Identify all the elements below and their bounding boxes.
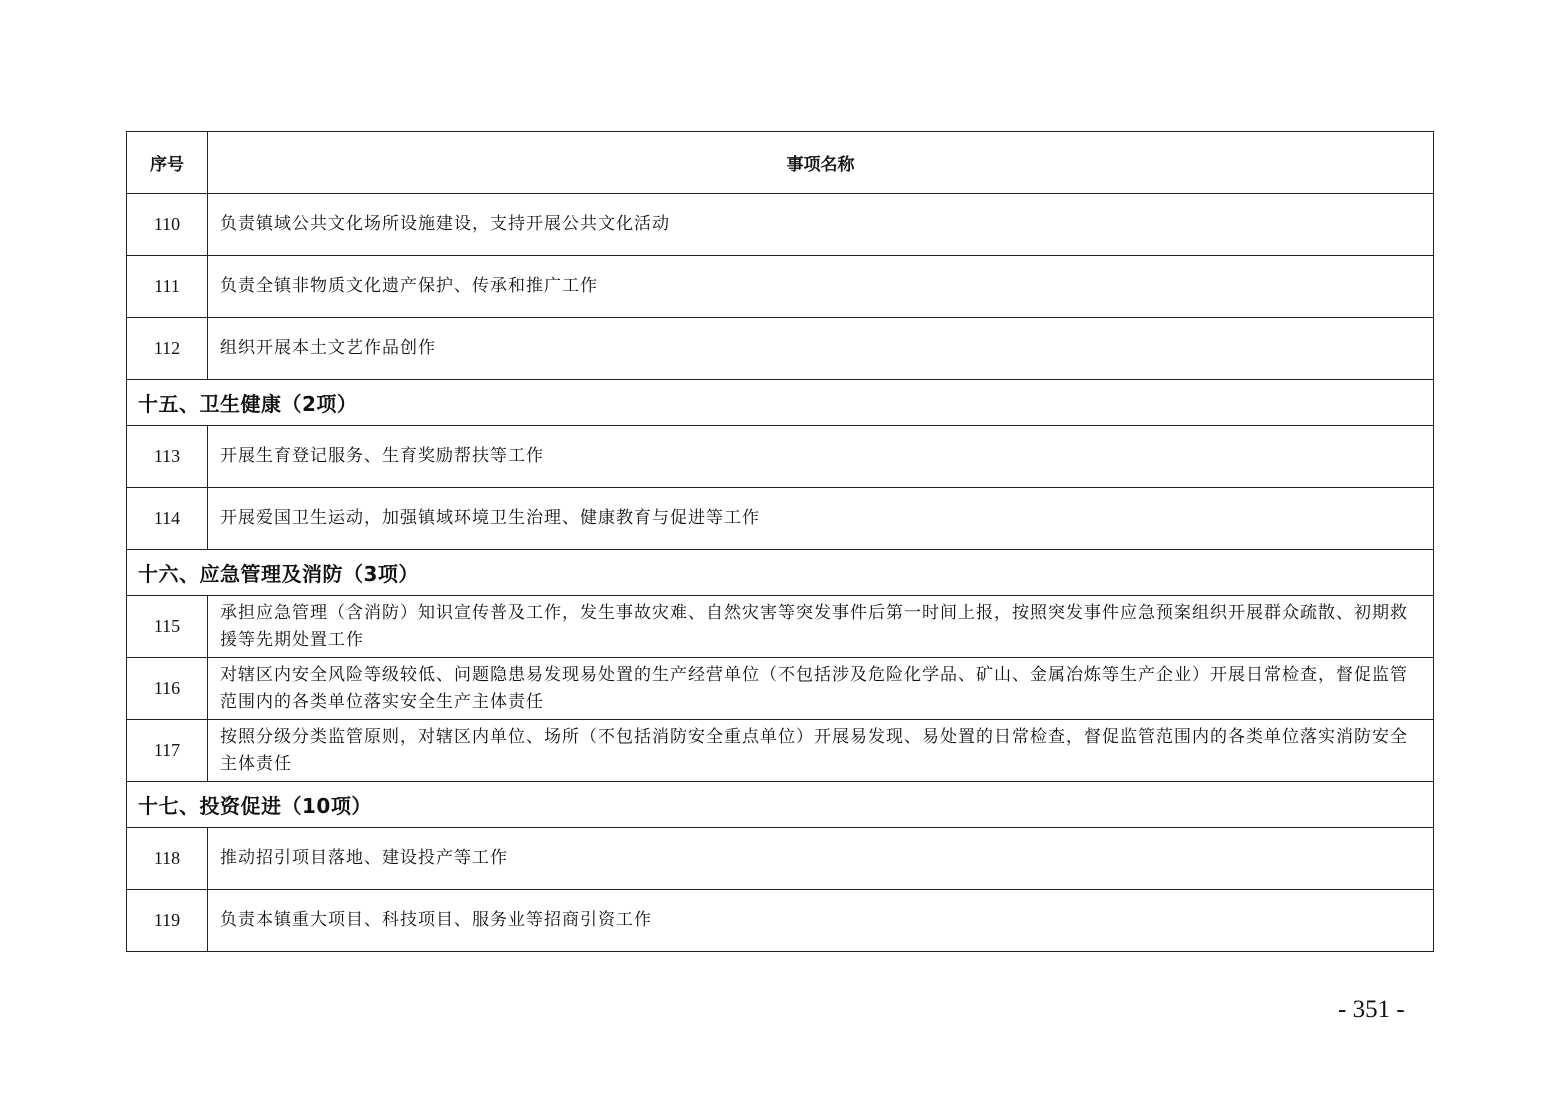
item-name: 推动招引项目落地、建设投产等工作 <box>208 828 1434 890</box>
item-number: 113 <box>127 426 208 488</box>
table-row <box>127 488 1434 550</box>
item-number: 111 <box>127 256 208 318</box>
header-name: 事项名称 <box>208 132 1434 194</box>
table-row <box>127 890 1434 952</box>
item-number: 118 <box>127 828 208 890</box>
section-row <box>127 380 1434 426</box>
item-number: 112 <box>127 318 208 380</box>
table-row <box>127 596 1434 658</box>
table-row <box>127 828 1434 890</box>
item-name: 负责全镇非物质文化遗产保护、传承和推广工作 <box>208 256 1434 318</box>
table-row <box>127 426 1434 488</box>
section-row <box>127 782 1434 828</box>
section-title: 十六、应急管理及消防（3项） <box>127 550 1434 596</box>
table-row <box>127 318 1434 380</box>
item-number: 116 <box>127 658 208 720</box>
item-name: 对辖区内安全风险等级较低、问题隐患易发现易处置的生产经营单位（不包括涉及危险化学品、矿山、金属冶炼等生产企业）开展日常检查，督促监管范围内的各类单位落实安全生产主体责任 <box>208 658 1434 720</box>
table-row <box>127 256 1434 318</box>
header-number: 序号 <box>127 132 208 194</box>
item-name: 开展生育登记服务、生育奖励帮扶等工作 <box>208 426 1434 488</box>
table-header-row <box>127 132 1434 194</box>
item-number: 115 <box>127 596 208 658</box>
item-name: 负责本镇重大项目、科技项目、服务业等招商引资工作 <box>208 890 1434 952</box>
item-name: 开展爱国卫生运动，加强镇域环境卫生治理、健康教育与促进等工作 <box>208 488 1434 550</box>
section-title: 十七、投资促进（10项） <box>127 782 1434 828</box>
item-number: 119 <box>127 890 208 952</box>
matters-table <box>126 131 1434 952</box>
section-row <box>127 550 1434 596</box>
item-number: 117 <box>127 720 208 782</box>
table-row <box>127 658 1434 720</box>
item-number: 114 <box>127 488 208 550</box>
item-name: 按照分级分类监管原则，对辖区内单位、场所（不包括消防安全重点单位）开展易发现、易处置的日常检查，督促监管范围内的各类单位落实消防安全主体责任 <box>208 720 1434 782</box>
item-name: 组织开展本土文艺作品创作 <box>208 318 1434 380</box>
page-number: - 351 - <box>1338 996 1405 1023</box>
item-name: 负责镇域公共文化场所设施建设，支持开展公共文化活动 <box>208 194 1434 256</box>
table-row <box>127 720 1434 782</box>
item-number: 110 <box>127 194 208 256</box>
table-row <box>127 194 1434 256</box>
item-name: 承担应急管理（含消防）知识宣传普及工作，发生事故灾难、自然灾害等突发事件后第一时间上报，按照突发事件应急预案组织开展群众疏散、初期救援等先期处置工作 <box>208 596 1434 658</box>
section-title: 十五、卫生健康（2项） <box>127 380 1434 426</box>
